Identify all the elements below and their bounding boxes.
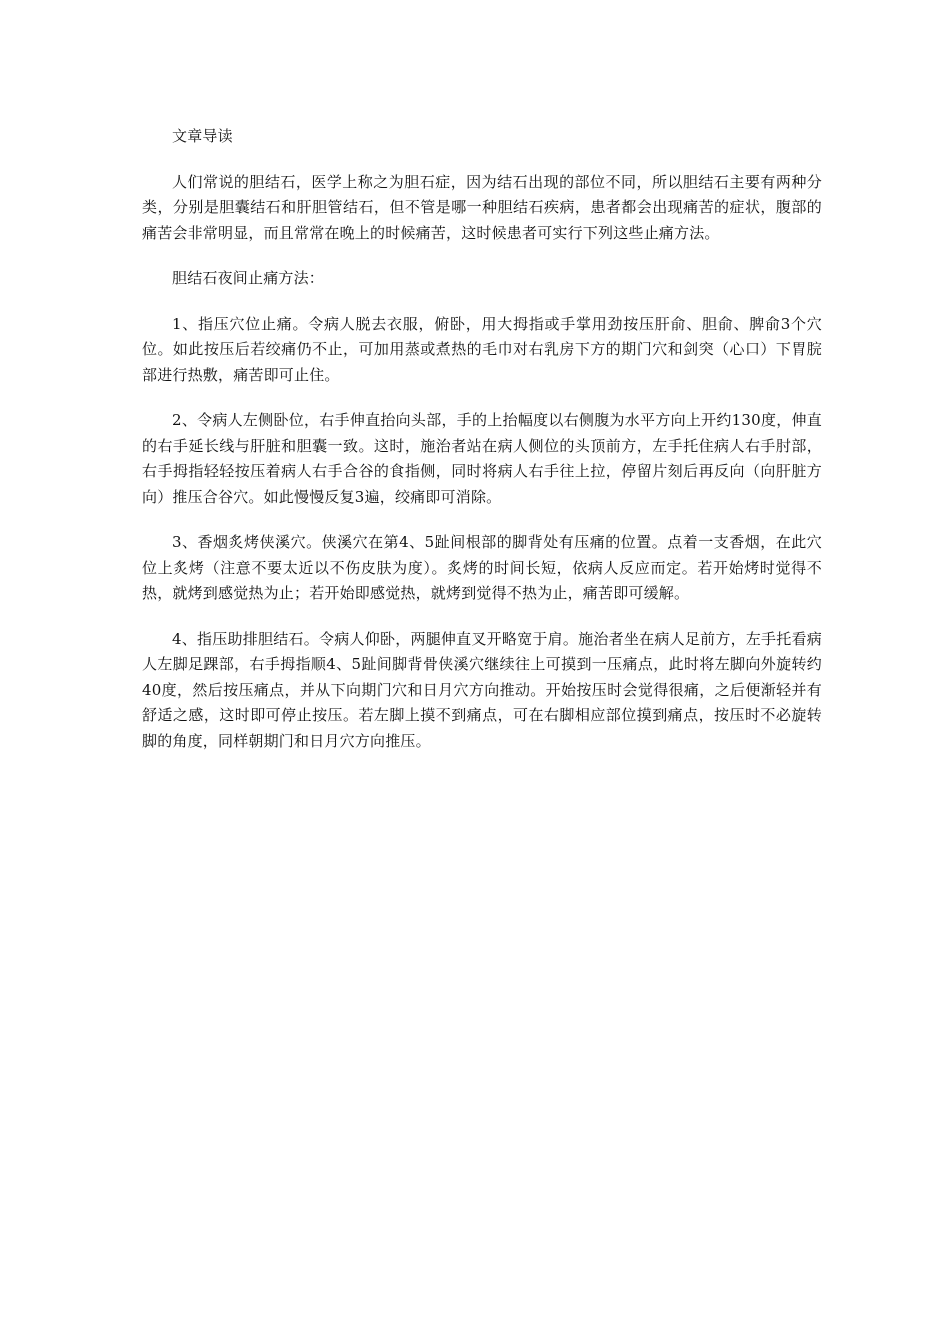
section-title: 胆结石夜间止痛方法： [172,269,325,287]
method-paragraph-4: 4、指压助排胆结石。令病人仰卧，两腿伸直叉开略宽于肩。施治者坐在病人足前方，左手托看病人左脚足踝部，右手拇指顺4、5趾间脚背骨侠溪穴继续往上可摸到一压痛点，此时将左脚向外旋转约40度，然后按压痛点，并从下向期门穴和日月穴方向推动。开始按压时会觉得很痛，之后便渐轻并有舒适之感，这时即可停止按压。若左脚上摸不到痛点，可在右脚相应部位摸到痛点，按压时不必旋转脚的角度，同样朝期门和日月穴方向推压。 [142,629,822,750]
method-paragraph-3: 3、香烟炙烤侠溪穴。侠溪穴在第4、5趾间根部的脚背处有压痛的位置。点着一支香烟，在此穴位上炙烤（注意不要太近以不伤皮肤为度）。炙烤的时间长短，依病人反应而定。若开始烤时觉得不热，就烤到感觉热为止；若开始即感觉热，就烤到觉得不热为止，痛苦即可缓解。 [142,533,822,602]
article-body [142,124,822,774]
method-paragraph-2: 2、令病人左侧卧位，右手伸直抬向头部，手的上抬幅度以右侧腹为水平方向上开约130度，伸直的右手延长线与肝脏和胆囊一致。这时，施治者站在病人侧位的头顶前方，左手托住病人右手肘部，右手拇指轻轻按压着病人右手合谷的食指侧，同时将病人右手往上拉，停留片刻后再反向（向肝脏方向）推压合谷穴。如此慢慢反复3遍，绞痛即可消除。 [142,411,822,506]
intro-label: 文章导读 [172,127,233,145]
intro-paragraph: 人们常说的胆结石，医学上称之为胆石症，因为结石出现的部位不同，所以胆结石主要有两种分类，分别是胆囊结石和肝胆管结石，但不管是哪一种胆结石疾病，患者都会出现痛苦的症状，腹部的痛苦会非常明显，而且常常在晚上的时候痛苦，这时候患者可实行下列这些止痛方法。 [142,172,822,242]
method-paragraph-1: 1、指压穴位止痛。令病人脱去衣服，俯卧，用大拇指或手掌用劲按压肝俞、胆俞、脾俞3个穴位。如此按压后若绞痛仍不止，可加用蒸或煮热的毛巾对右乳房下方的期门穴和剑突（心口）下胃脘部进行热敷，痛苦即可止住。 [142,314,822,384]
